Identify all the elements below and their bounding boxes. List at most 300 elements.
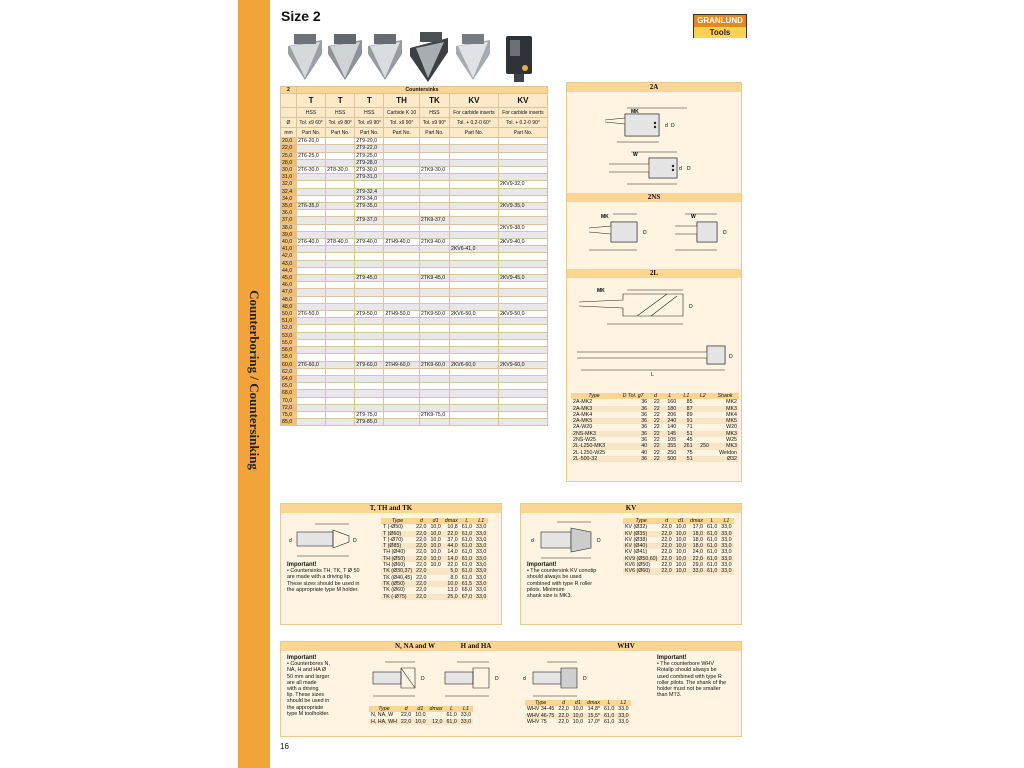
cs-partno-label: Part No. <box>419 128 449 138</box>
label-d2-2ns: D <box>723 230 727 236</box>
holder-cell: 2A-MK5 <box>571 418 617 424</box>
cs-part-number <box>384 289 420 296</box>
cs-part-number <box>384 354 420 361</box>
tth-cell: 61,0 <box>461 524 473 531</box>
kv-note-line: combined with type R roller <box>527 580 593 587</box>
cs-part-number: 2T9-75,0 <box>355 411 384 418</box>
holders-panel <box>566 82 742 482</box>
nh-header: L <box>444 706 458 712</box>
kv-cell: 22,0 <box>661 536 672 543</box>
cs-diameter: 28,0 <box>281 159 297 166</box>
cs-part-number <box>498 411 547 418</box>
kv-cell: KV (Ø41) <box>625 549 648 556</box>
cs-title: Countersinks <box>297 87 548 94</box>
section-title: Counterboring / Countersinking <box>247 290 262 470</box>
nh-cell: 10,0 <box>415 718 426 725</box>
kv-note-line: should always be used <box>527 574 582 581</box>
cs-row <box>281 332 548 339</box>
cs-part-number <box>326 174 355 181</box>
cs-part-number <box>384 195 420 202</box>
tth-cell: 22,0 <box>416 524 427 531</box>
cs-tolerance: Tol. x9 60° <box>297 118 326 128</box>
cs-part-number <box>326 203 355 210</box>
tth-drawing <box>287 518 367 564</box>
tth-label-D: D <box>353 538 357 544</box>
tth-cell: 10,0 <box>430 549 441 556</box>
cs-part-number <box>326 311 355 318</box>
cs-part-number <box>384 253 420 260</box>
cs-diameter: 65,0 <box>281 383 297 390</box>
cs-row <box>281 152 548 159</box>
holder-header: L <box>662 393 678 399</box>
nh-cell: 10,0 <box>415 712 426 719</box>
cs-part-number <box>384 296 420 303</box>
cs-diameter: 39,0 <box>281 231 297 238</box>
whv-label-D: D <box>583 676 587 682</box>
tth-cell: 5,0 <box>443 568 460 574</box>
kv-cell: 18,0 <box>688 543 705 549</box>
holder-cell: 45 <box>686 437 693 444</box>
tth-cell: 22,0 <box>447 562 458 569</box>
cs-part-number <box>498 419 547 426</box>
cs-part-number <box>355 354 384 361</box>
cs-part-number <box>297 253 326 260</box>
cs-part-number <box>449 239 498 246</box>
cs-material: HSS <box>326 108 355 118</box>
kv-important: Important! <box>527 562 557 568</box>
cs-row <box>281 267 548 274</box>
cs-material: HSS <box>297 108 326 118</box>
cs-part-number <box>498 267 547 274</box>
cs-part-number <box>384 411 420 418</box>
cs-diameter: 34,0 <box>281 195 297 202</box>
kv-cell: 33,0 <box>721 549 732 556</box>
kv-label-D: D <box>597 538 601 544</box>
cs-part-number: 2KV9-60,0 <box>498 361 547 368</box>
cs-diameter: 50,0 <box>281 311 297 318</box>
cs-part-number <box>419 318 449 325</box>
tth-cell: 10,0 <box>430 555 441 562</box>
cs-part-number: 2T9-31,0 <box>355 174 384 181</box>
cs-part-number <box>355 253 384 260</box>
bottom-important-left: Important! <box>287 655 317 661</box>
cs-part-number <box>498 368 547 375</box>
holder-cell: MK3 <box>711 443 739 449</box>
cs-row <box>281 318 548 325</box>
kv-cell: KV (Ø38) <box>625 536 648 543</box>
tth-cell: TK (Ø30,37) <box>383 568 413 575</box>
cs-type: T <box>297 94 326 108</box>
cs-part-number <box>297 419 326 426</box>
kv-cell: 24,0 <box>692 549 703 556</box>
cs-part-number <box>355 325 384 332</box>
cs-part-number <box>498 188 547 195</box>
nh-header: d1 <box>413 706 427 712</box>
kv-cell: KV6 (Ø50) <box>625 562 651 569</box>
cs-part-number <box>326 145 355 152</box>
cs-part-number <box>449 339 498 346</box>
cs-part-number: 2T9-37,0 <box>355 217 384 224</box>
logo-line1: GRANLUND <box>694 15 746 27</box>
holder-cell: MK4 <box>726 411 737 418</box>
kv-cell: 10,0 <box>675 568 687 575</box>
cs-part-number: 2KV6-41,0 <box>449 246 498 253</box>
cs-row <box>281 404 548 411</box>
cs-part-number: 2T9-85,0 <box>355 419 384 426</box>
cs-part-number <box>355 347 384 354</box>
tth-note-line: are made with a driving lip. <box>287 574 352 581</box>
cs-part-number <box>498 246 547 253</box>
cs-part-number: 2T9-50,0 <box>355 311 384 318</box>
bottom-important-right: Important! <box>657 655 687 661</box>
nh-cell: 22,0 <box>400 718 412 725</box>
cs-row <box>281 145 548 152</box>
cs-part-number <box>449 411 498 418</box>
cs-part-number <box>355 383 384 390</box>
tth-cell: 22,0 <box>416 555 427 562</box>
tth-cell: 22,0 <box>416 593 427 600</box>
cs-part-number <box>419 152 449 159</box>
cs-part-number: 2KV6-60,0 <box>449 361 498 368</box>
cs-part-number <box>297 332 326 339</box>
note-left-line: type M toolholder. <box>287 710 330 717</box>
label-mk-2a: MK <box>631 109 639 115</box>
whv-drawing <box>521 656 621 700</box>
cs-row <box>281 354 548 361</box>
whv-cell: 17,0* <box>587 718 600 725</box>
tth-panel <box>280 503 502 625</box>
cs-part-number <box>384 368 420 375</box>
tth-cell: TK (Ø40,45) <box>383 574 413 581</box>
kv-cell: KV (Ø35) <box>623 531 659 537</box>
cs-part-number <box>355 260 384 267</box>
holder-cell: Ø32 <box>711 456 739 462</box>
tth-cell: 61,0 <box>461 562 473 569</box>
note-left-line: NA, H and HA Ø <box>287 667 327 674</box>
cs-part-number <box>449 253 498 260</box>
tth-cell: 61,0 <box>461 549 473 556</box>
tth-cell: 33,0 <box>476 530 487 537</box>
holder-cell: 500 <box>662 456 678 462</box>
tth-cell: 61,0 <box>461 543 473 550</box>
cs-row <box>281 282 548 289</box>
cs-part-number <box>449 181 498 188</box>
cs-part-number: 2T9-34,0 <box>355 195 384 202</box>
cs-part-number <box>498 375 547 382</box>
cs-partno-label: Part No. <box>355 128 384 138</box>
holder-cell: 250 <box>667 449 677 456</box>
cs-part-number <box>449 217 498 224</box>
kv-cell: 61,0 <box>706 536 718 543</box>
cs-part-number <box>419 383 449 390</box>
cs-part-number <box>326 289 355 296</box>
kv-cell: 10,0 <box>675 549 687 556</box>
nh-cell: 22,0 <box>400 712 412 719</box>
cs-part-number <box>297 318 326 325</box>
cs-part-number <box>419 332 449 339</box>
tth-cell: 33,0 <box>476 562 487 569</box>
kv-header: d1 <box>674 518 688 524</box>
cs-part-number <box>419 404 449 411</box>
product-photos <box>282 30 557 86</box>
whv-cell: 14,8* <box>587 706 600 713</box>
cs-part-number <box>419 390 449 397</box>
cs-part-number: 2T6-35,0 <box>297 203 326 210</box>
tth-cell: 33,0 <box>476 587 487 594</box>
tth-note-line: • Countersinks TH, TK, T Ø 50 <box>287 568 360 575</box>
cs-row <box>281 303 548 310</box>
tth-cell: 22,0 <box>416 568 427 575</box>
cs-part-number <box>449 383 498 390</box>
cs-part-number <box>297 368 326 375</box>
cs-partno-label: Part No. <box>326 128 355 138</box>
cs-partno-row <box>281 128 548 138</box>
kv-header: d <box>659 518 673 524</box>
cs-part-number <box>297 195 326 202</box>
cs-part-number <box>449 224 498 231</box>
note-right-line: Rotalip should always be <box>657 667 717 674</box>
kv-cell: 61,0 <box>706 568 718 575</box>
kv-cell: 22,0 <box>661 530 672 537</box>
section-2a-title: 2A <box>567 83 741 92</box>
cs-part-number <box>355 282 384 289</box>
cs-part-number: 2TH9-60,0 <box>384 361 420 368</box>
holder-cell: MK3 <box>711 406 739 412</box>
countersinks-table <box>280 86 548 426</box>
cs-part-number <box>326 181 355 188</box>
holder-2a-drawing <box>567 92 741 188</box>
cs-material: For carbide inserts <box>449 108 498 118</box>
cs-part-number <box>498 282 547 289</box>
tth-cell: 14,0 <box>447 549 458 556</box>
cs-row <box>281 296 548 303</box>
cs-part-number <box>449 397 498 404</box>
cs-part-number <box>326 231 355 238</box>
cs-blank <box>281 108 297 118</box>
cs-row <box>281 181 548 188</box>
tth-cell: 10,0 <box>430 543 441 550</box>
cs-part-number: 2KV9-45,0 <box>498 275 547 282</box>
cs-part-number <box>326 188 355 195</box>
cs-part-number <box>355 303 384 310</box>
cs-part-number <box>498 210 547 217</box>
cs-row <box>281 253 548 260</box>
cs-part-number <box>297 375 326 382</box>
cs-part-number <box>449 275 498 282</box>
cs-part-number <box>384 246 420 253</box>
cs-material: HSS <box>355 108 384 118</box>
cs-part-number <box>355 318 384 325</box>
holder-cell: 89 <box>686 411 693 418</box>
cs-part-number <box>449 375 498 382</box>
cs-part-number <box>297 174 326 181</box>
nh-cell: N, NA, W <box>371 712 394 719</box>
tth-cell: T (Ø60) <box>381 531 414 537</box>
tth-cell: 22,0 <box>416 580 427 587</box>
countersink-tk-photo <box>450 30 496 86</box>
cs-part-number <box>326 152 355 159</box>
cs-part-number <box>326 318 355 325</box>
tth-title: T, TH and TK <box>281 504 501 513</box>
cs-part-number <box>419 303 449 310</box>
cs-diameter: 51,0 <box>281 318 297 325</box>
holder-cell: 140 <box>667 424 677 431</box>
cs-part-number <box>355 267 384 274</box>
holder-2l-drawing <box>567 278 741 382</box>
cs-row <box>281 325 548 332</box>
cs-part-number <box>419 145 449 152</box>
cs-part-number <box>449 203 498 210</box>
holder-cell: 2A-MK2 <box>573 399 593 406</box>
cs-part-number <box>297 210 326 217</box>
tth-cell: 61,0 <box>461 574 473 581</box>
kv-row <box>623 549 734 555</box>
cs-part-number <box>449 267 498 274</box>
tth-cell: TH (Ø50) <box>381 556 414 562</box>
holder-cell: 36 <box>617 418 649 424</box>
kv-cell: 61,0 <box>706 543 718 550</box>
cs-tolerance: Tol. x9 90° <box>355 118 384 128</box>
note-right-line: used combined with type R <box>657 673 722 680</box>
kv-note <box>527 562 623 599</box>
holder-cell: 36 <box>641 437 648 444</box>
kv-cell: 18,0 <box>692 536 703 543</box>
cs-size: 2 <box>281 87 297 94</box>
cs-part-number <box>449 368 498 375</box>
cs-part-number <box>326 361 355 368</box>
note-right-line: roller pilots. The shank of the <box>657 679 727 686</box>
kv-cell: 18,0 <box>688 531 705 537</box>
holder-cell: 22 <box>653 449 660 456</box>
holder-cell: 85 <box>686 399 693 406</box>
cs-diameter: 64,0 <box>281 375 297 382</box>
tth-cell: 33,0 <box>476 574 487 581</box>
cs-header-row <box>281 87 548 94</box>
cs-diameter: 45,0 <box>281 275 297 282</box>
kv-cell: 22,0 <box>661 524 672 531</box>
cs-part-number <box>384 188 420 195</box>
whv-header: dmax <box>587 700 600 706</box>
cs-part-number <box>419 181 449 188</box>
cs-diameter: 70,0 <box>281 397 297 404</box>
tth-header: d1 <box>428 518 442 524</box>
holders-table <box>571 393 739 462</box>
cs-part-number <box>297 145 326 152</box>
label-D2-2l: D <box>729 354 733 360</box>
kv-cell: 22,0 <box>661 543 672 550</box>
tth-cell: 13,0 <box>447 587 458 594</box>
whv-cell: 10,0 <box>572 718 584 725</box>
cs-part-number <box>498 383 547 390</box>
cs-diameter: 47,0 <box>281 289 297 296</box>
kv-cell: 17,0 <box>692 524 703 531</box>
tth-cell: TK (-Ø75) <box>381 594 414 600</box>
note-left-line: are all made <box>287 679 317 686</box>
kv-cell: 10,0 <box>675 543 687 550</box>
cs-part-number <box>449 347 498 354</box>
whv-header: d <box>556 700 570 706</box>
cs-part-number <box>449 231 498 238</box>
cs-part-number <box>384 181 420 188</box>
cs-diameter: 40,0 <box>281 239 297 246</box>
cs-part-number <box>419 296 449 303</box>
tth-cell: 8,0 <box>450 574 458 581</box>
cs-part-number <box>498 145 547 152</box>
cs-part-number: 2T9-22,0 <box>355 145 384 152</box>
cs-part-number <box>498 159 547 166</box>
cs-part-number <box>449 404 498 411</box>
cs-part-number <box>498 354 547 361</box>
cs-part-number <box>419 195 449 202</box>
cs-type: KV <box>449 94 498 108</box>
cs-diameter: 52,0 <box>281 325 297 332</box>
holder-cell: 22 <box>649 443 662 449</box>
cs-part-number <box>384 217 420 224</box>
whv-cell: 61,0 <box>603 718 615 725</box>
cs-diameter: 60,0 <box>281 361 297 368</box>
cs-part-number <box>449 152 498 159</box>
holder-cell: 22 <box>649 418 662 424</box>
kv-cell: 10,0 <box>675 530 687 537</box>
cs-row <box>281 217 548 224</box>
cs-diameter: 35,0 <box>281 203 297 210</box>
cs-diameter: 55,0 <box>281 339 297 346</box>
cs-row <box>281 167 548 174</box>
holder-cell: 180 <box>662 406 678 412</box>
section-2ns-title: 2NS <box>567 193 741 202</box>
cs-material: Carbide K 10 <box>384 108 420 118</box>
cs-part-number <box>326 217 355 224</box>
kv-table <box>623 518 734 575</box>
cs-part-number <box>419 253 449 260</box>
holder-cell: 87 <box>678 406 694 412</box>
cs-material: HSS <box>419 108 449 118</box>
cs-row <box>281 368 548 375</box>
cs-part-number <box>449 282 498 289</box>
whv-row <box>525 719 631 725</box>
cs-part-number <box>297 159 326 166</box>
cs-part-number <box>326 411 355 418</box>
holder-cell: 355 <box>662 443 678 449</box>
cs-part-number <box>498 167 547 174</box>
label-mk-2ns: MK <box>601 214 609 220</box>
tth-cell: 22,0 <box>416 536 427 543</box>
cs-row <box>281 390 548 397</box>
cs-row <box>281 339 548 346</box>
cs-part-number: 2TH9-40,0 <box>384 239 420 246</box>
cs-part-number <box>449 289 498 296</box>
cs-part-number <box>326 375 355 382</box>
cs-part-number <box>498 217 547 224</box>
cs-diameter: 48,0 <box>281 303 297 310</box>
cs-part-number <box>419 224 449 231</box>
tth-cell: 61,0 <box>461 555 473 562</box>
whv-cell: 33,0 <box>618 718 629 725</box>
tth-cell: 14,0 <box>443 556 460 562</box>
cs-type-row <box>281 94 548 108</box>
note-right-line: than MT3. <box>657 692 682 699</box>
whv-header: L <box>602 700 616 706</box>
cs-part-number: 2KV9-32,0 <box>498 181 547 188</box>
kv-cell: KV (Ø40) <box>623 543 659 549</box>
cs-diameter: 36,0 <box>281 210 297 217</box>
cs-part-number <box>326 195 355 202</box>
holder-cell: Weldon <box>719 449 737 456</box>
cs-type: T <box>326 94 355 108</box>
cs-part-number <box>419 210 449 217</box>
cs-row <box>281 347 548 354</box>
cs-part-number <box>419 354 449 361</box>
